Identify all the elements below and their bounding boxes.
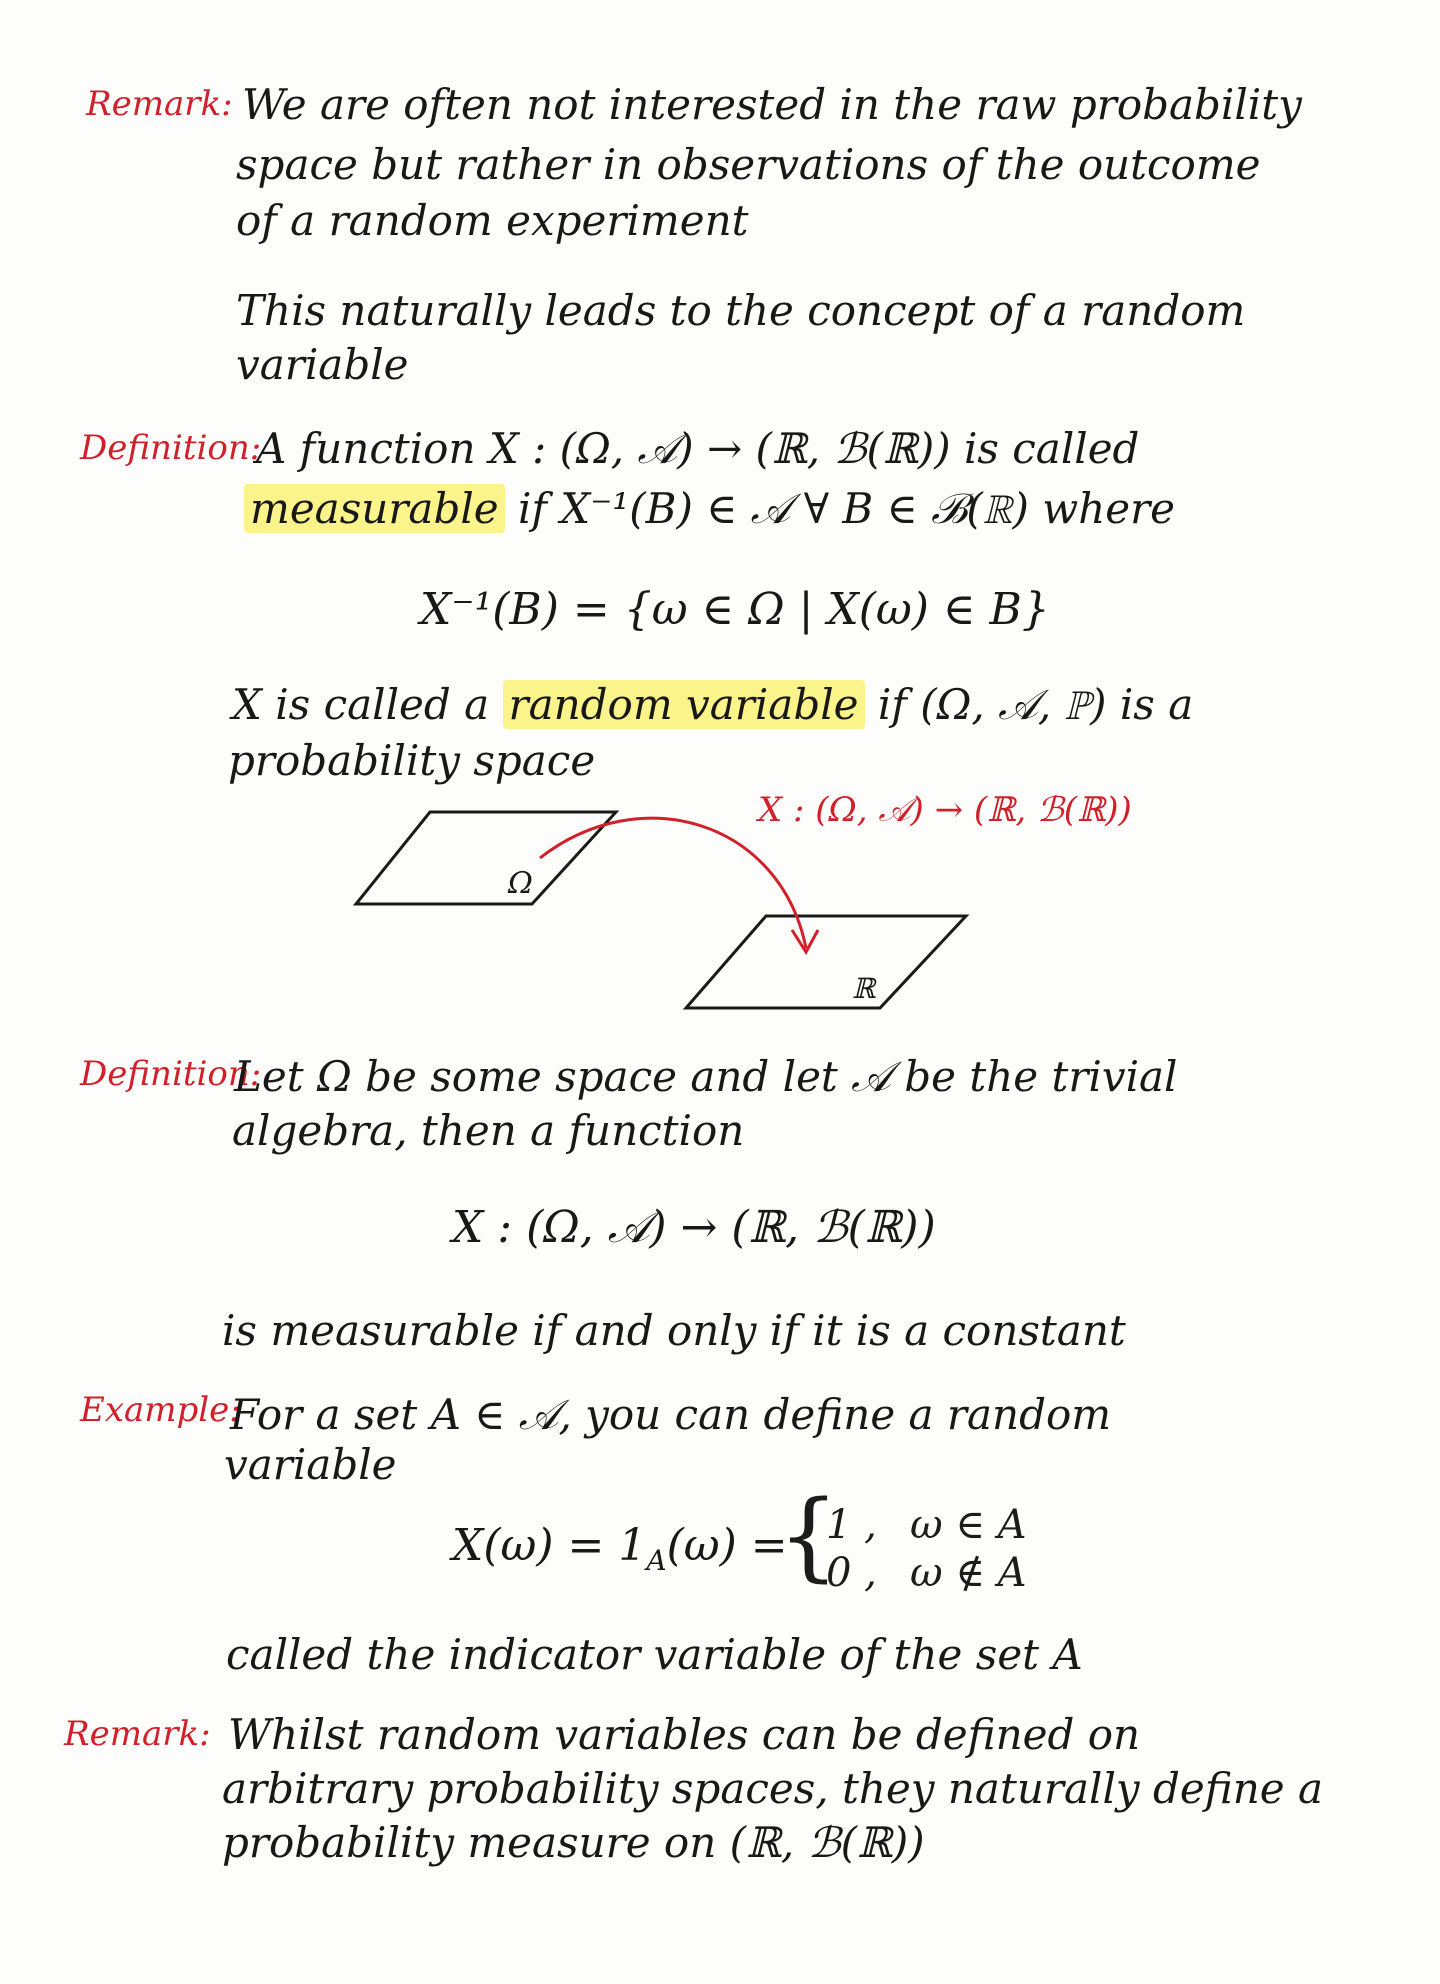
definition-label: Definition: xyxy=(80,1054,262,1094)
remark-line: Whilst random variables can be defined on xyxy=(228,1710,1141,1759)
case-two-condition: ω ∉ A xyxy=(910,1550,1027,1596)
remark-line: of a random experiment xyxy=(236,196,749,245)
mapping-arrow xyxy=(540,818,806,948)
definition-line: X is called a random variable if (Ω, 𝒜, ℙ) is a xyxy=(232,680,1194,729)
case-one-value: 1 , xyxy=(826,1502,877,1548)
reals-label: ℝ xyxy=(852,972,876,1005)
definition-line: measurable if X⁻¹(B) ∈ 𝒜 ∀ B ∈ ℬ(ℝ) where xyxy=(244,484,1175,534)
mapping-label: X : (Ω, 𝒜) → (ℝ, ℬ(ℝ)) xyxy=(758,790,1132,830)
example-label: Example: xyxy=(80,1390,241,1430)
cases-brace: { xyxy=(778,1480,840,1592)
preimage-formula: X⁻¹(B) = {ω ∈ Ω | X(ω) ∈ B} xyxy=(420,584,1050,635)
remark-line: variable xyxy=(236,340,409,389)
case-one-condition: ω ∈ A xyxy=(910,1502,1027,1548)
remark-line: We are often not interested in the raw probability xyxy=(242,80,1302,129)
omega-plane xyxy=(356,812,616,904)
definition-line: Let Ω be some space and let 𝒜 be the trivial xyxy=(234,1052,1178,1101)
definition-line: is measurable if and only if it is a constant xyxy=(222,1306,1126,1355)
remark-line: arbitrary probability spaces, they naturally define a xyxy=(222,1764,1324,1813)
definition-line: algebra, then a function xyxy=(232,1106,745,1155)
definition-label: Definition: xyxy=(80,428,262,468)
example-line: For a set A ∈ 𝒜, you can define a random xyxy=(230,1390,1112,1439)
highlight-measurable: measurable xyxy=(244,484,505,533)
definition-line: A function X : (Ω, 𝒜) → (ℝ, ℬ(ℝ)) is called xyxy=(256,424,1140,473)
remark-label: Remark: xyxy=(64,1714,211,1754)
indicator-formula: $X(\omega) = 1_A(\omega)$ = xyxy=(452,1520,788,1577)
omega-label: Ω xyxy=(508,866,533,901)
example-line: variable xyxy=(224,1440,397,1489)
example-line: called the indicator variable of the set A xyxy=(226,1630,1083,1679)
highlight-random-variable: random variable xyxy=(503,680,865,729)
remark-label: Remark: xyxy=(86,84,233,124)
definition-line: probability space xyxy=(228,736,596,785)
remark-line: This naturally leads to the concept of a random xyxy=(236,286,1246,335)
remark-line: probability measure on (ℝ, ℬ(ℝ)) xyxy=(222,1818,925,1867)
reals-plane xyxy=(686,916,966,1008)
case-two-value: 0 , xyxy=(826,1550,877,1596)
remark-line: space but rather in observations of the outcome xyxy=(236,140,1261,189)
function-formula: X : (Ω, 𝒜) → (ℝ, ℬ(ℝ)) xyxy=(452,1202,936,1253)
